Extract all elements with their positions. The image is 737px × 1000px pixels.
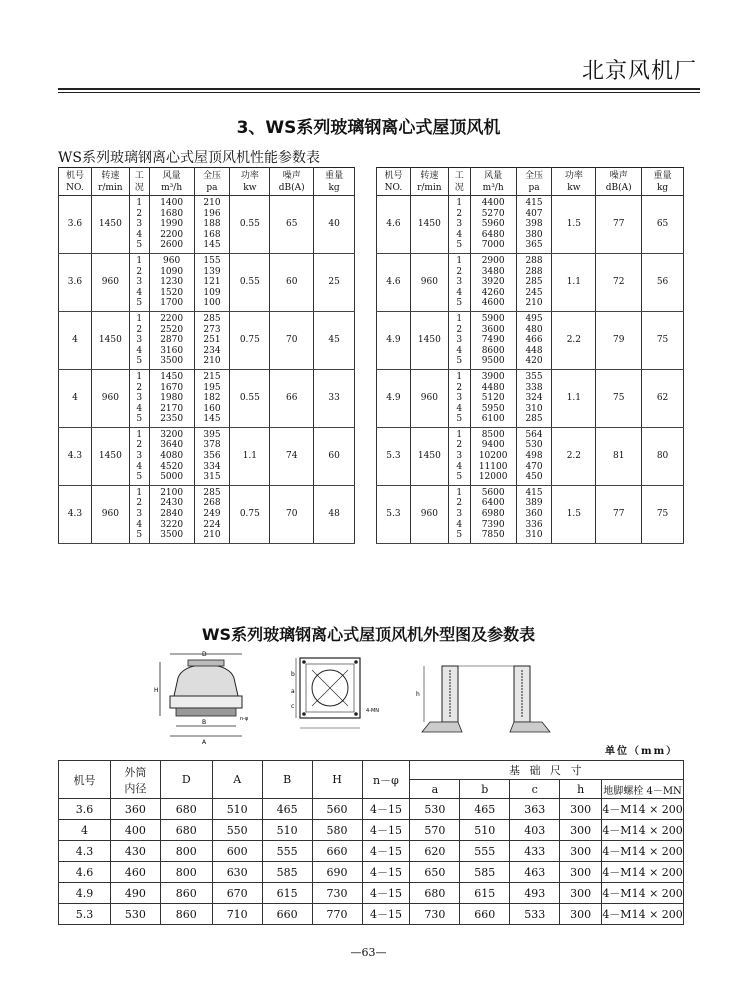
cell-no: 3.6 [59,253,92,311]
table-cell: 533 [510,904,560,925]
table-cell: 585 [262,862,312,883]
cell-condition: 1 2 3 4 5 [129,311,149,369]
perf-header-3: 风量 m³/h [470,168,516,196]
perf-header-0: 机号 NO. [377,168,411,196]
cell-rpm: 1450 [91,196,129,254]
table-cell: 585 [460,862,510,883]
table-cell: 730 [312,883,362,904]
cell-rpm: 960 [91,369,129,427]
table-row [59,841,684,862]
perf-header-1: 转速 r/min [410,168,448,196]
cell-noise: 77 [596,485,642,543]
table-cell: 690 [312,862,362,883]
table-cell: 630 [212,862,262,883]
cell-power: 2.2 [552,311,596,369]
table-cell: 4 [59,820,111,841]
table-row [59,253,355,311]
cell-flow: 8500 9400 10200 11100 12000 [470,427,516,485]
table-cell: 300 [560,883,602,904]
table-cell: 800 [160,841,212,862]
col-d: D [160,761,212,799]
table-cell: 660 [312,841,362,862]
perf-group [377,485,684,543]
table-cell: 730 [410,904,460,925]
cell-no: 4.3 [59,485,92,543]
table-cell: 680 [160,820,212,841]
table-cell: 670 [212,883,262,904]
table-cell: 4.6 [59,862,111,883]
cell-noise: 72 [596,253,642,311]
perf-group [59,485,355,543]
cell-weight: 40 [314,196,355,254]
perf-header-5: 功率 kw [230,168,270,196]
table-cell: 5.3 [59,904,111,925]
table-cell: 4－15 [362,841,410,862]
perf-header-3: 风量 m³/h [149,168,194,196]
cell-noise: 79 [596,311,642,369]
table-cell: 860 [160,883,212,904]
perf-group [59,196,355,254]
label-a: A [202,739,207,746]
section-title: 3、WS系列玻璃钢离心式屋顶风机 [236,118,501,138]
col-base-b: b [460,780,510,799]
col-h: H [312,761,362,799]
cell-flow: 5900 3600 7490 8600 9500 [470,311,516,369]
brand-name: 北京风机厂 [581,59,697,84]
table-cell: 4－15 [362,883,410,904]
col-nphi: n－φ [362,761,410,799]
table-cell: 300 [560,820,602,841]
perf-group [59,369,355,427]
table-cell: 530 [410,799,460,820]
cell-flow: 2900 3480 3920 4260 4600 [470,253,516,311]
table-cell: 510 [212,799,262,820]
cell-condition: 1 2 3 4 5 [448,427,470,485]
table-cell: 660 [262,904,312,925]
cell-pressure: 285 273 251 234 210 [194,311,230,369]
label-nphi: n-φ [240,716,249,722]
performance-table-right [376,167,684,544]
perf-header-7: 重量 kg [642,168,684,196]
cell-power: 1.1 [552,369,596,427]
table-row [59,820,684,841]
cell-condition: 1 2 3 4 5 [448,253,470,311]
perf-group [377,369,684,427]
cell-power: 1.1 [552,253,596,311]
cell-noise: 81 [596,427,642,485]
cell-flow: 3900 4480 5120 5950 6100 [470,369,516,427]
table-cell: 860 [160,904,212,925]
table-cell: 650 [410,862,460,883]
fan-elevation-diagram [152,648,262,748]
cell-rpm: 960 [410,253,448,311]
cell-pressure: 415 389 360 336 310 [516,485,552,543]
cell-noise: 75 [596,369,642,427]
table-row [377,311,684,369]
perf-group [377,253,684,311]
table-row [59,799,684,820]
cell-pressure: 415 407 398 380 365 [516,196,552,254]
cell-weight: 65 [642,196,684,254]
label-c-small: c [291,703,295,710]
cell-pressure: 288 288 285 245 210 [516,253,552,311]
table-cell: 360 [110,799,160,820]
cell-weight: 75 [642,311,684,369]
cell-pressure: 495 480 466 448 420 [516,311,552,369]
label-d: D [202,651,207,658]
cell-rpm: 960 [410,485,448,543]
cell-condition: 1 2 3 4 5 [129,485,149,543]
cell-pressure: 285 268 249 224 210 [194,485,230,543]
cell-flow: 1450 1670 1980 2170 2350 [149,369,194,427]
table-cell: 493 [510,883,560,904]
table-row [59,485,355,543]
cell-rpm: 960 [91,253,129,311]
table-row [59,862,684,883]
table-cell: 4.3 [59,841,111,862]
table-row [377,485,684,543]
perf-header-5: 功率 kw [552,168,596,196]
cell-no: 4.6 [377,196,411,254]
cell-noise: 66 [270,369,314,427]
cell-weight: 45 [314,311,355,369]
cell-no: 4.6 [377,253,411,311]
perf-group [377,196,684,254]
table-cell: 490 [110,883,160,904]
table-cell: 400 [110,820,160,841]
table-cell: 363 [510,799,560,820]
cell-power: 0.75 [230,311,270,369]
perf-group [377,311,684,369]
perf-header-2: 工 况 [448,168,470,196]
perf-header-2: 工 况 [129,168,149,196]
table-cell: 4－M14 × 200 [602,799,684,820]
label-b-small: b [291,671,295,678]
header-rule [58,88,700,90]
cell-weight: 56 [642,253,684,311]
table-cell: 300 [560,862,602,883]
table-cell: 4－M14 × 200 [602,820,684,841]
col-a: A [212,761,262,799]
perf-group [59,311,355,369]
table-cell: 620 [410,841,460,862]
cell-noise: 70 [270,485,314,543]
table-cell: 4－15 [362,799,410,820]
table-cell: 4－M14 × 200 [602,862,684,883]
cell-pressure: 564 530 498 470 450 [516,427,552,485]
table-row [377,427,684,485]
cell-weight: 48 [314,485,355,543]
table-row [59,883,684,904]
cell-rpm: 960 [91,485,129,543]
cell-pressure: 215 195 182 160 145 [194,369,230,427]
table-row [59,427,355,485]
cell-noise: 70 [270,311,314,369]
cell-rpm: 1450 [410,196,448,254]
col-bolt: 地脚螺栓 4－MN [602,780,684,799]
cell-no: 4.9 [377,369,411,427]
cell-condition: 1 2 3 4 5 [448,311,470,369]
page-number: —63— [350,946,387,959]
cell-flow: 2200 2520 2870 3160 3500 [149,311,194,369]
cell-rpm: 1450 [91,427,129,485]
cell-power: 1.1 [230,427,270,485]
cell-noise: 65 [270,196,314,254]
table-cell: 600 [212,841,262,862]
table-cell: 580 [312,820,362,841]
cell-noise: 77 [596,196,642,254]
unit-label: 单位（mm） [605,746,679,757]
cell-weight: 25 [314,253,355,311]
table-cell: 4－15 [362,862,410,883]
table-cell: 4－15 [362,904,410,925]
table-cell: 430 [110,841,160,862]
cell-condition: 1 2 3 4 5 [448,485,470,543]
table-cell: 3.6 [59,799,111,820]
cell-power: 0.55 [230,196,270,254]
cell-pressure: 210 196 188 168 145 [194,196,230,254]
cell-flow: 1400 1680 1990 2200 2600 [149,196,194,254]
cell-power: 0.75 [230,485,270,543]
perf-header-4: 全压 pa [194,168,230,196]
cell-no: 5.3 [377,485,411,543]
cell-condition: 1 2 3 4 5 [129,369,149,427]
cell-condition: 1 2 3 4 5 [448,196,470,254]
cell-no: 4.3 [59,427,92,485]
table-cell: 615 [262,883,312,904]
cell-condition: 1 2 3 4 5 [129,427,149,485]
cell-flow: 2100 2430 2840 3220 3500 [149,485,194,543]
cell-flow: 960 1090 1230 1520 1700 [149,253,194,311]
table-cell: 800 [160,862,212,883]
cell-no: 4 [59,311,92,369]
cell-power: 1.5 [552,196,596,254]
cell-condition: 1 2 3 4 5 [129,196,149,254]
table-cell: 510 [460,820,510,841]
table-cell: 530 [110,904,160,925]
outline-title: WS系列玻璃钢离心式屋顶风机外型图及参数表 [201,625,536,644]
cell-weight: 33 [314,369,355,427]
perf-group [59,253,355,311]
table-row [59,904,684,925]
cell-no: 4.9 [377,311,411,369]
table-subtitle: WS系列玻璃钢离心式屋顶风机性能参数表 [58,150,320,166]
perf-group [377,427,684,485]
cell-weight: 80 [642,427,684,485]
cell-weight: 75 [642,485,684,543]
perf-header-4: 全压 pa [516,168,552,196]
col-base-h: h [560,780,602,799]
table-cell: 680 [410,883,460,904]
table-cell: 555 [460,841,510,862]
perf-group [59,427,355,485]
header-rule-thin [58,92,700,93]
cell-weight: 62 [642,369,684,427]
cell-no: 4 [59,369,92,427]
table-cell: 300 [560,904,602,925]
cell-rpm: 1450 [410,311,448,369]
cell-power: 0.55 [230,253,270,311]
table-cell: 510 [262,820,312,841]
table-cell: 465 [460,799,510,820]
table-cell: 555 [262,841,312,862]
cell-rpm: 1450 [410,427,448,485]
label-a-small: a [291,688,295,695]
table-row [377,196,684,254]
table-cell: 465 [262,799,312,820]
col-b: B [262,761,312,799]
label-bolt: 4-MN [366,708,380,714]
perf-header-7: 重量 kg [314,168,355,196]
foundation-section-diagram [412,648,562,748]
cell-weight: 60 [314,427,355,485]
col-base-c: c [510,780,560,799]
cell-power: 0.55 [230,369,270,427]
cell-noise: 74 [270,427,314,485]
cell-pressure: 355 338 324 310 285 [516,369,552,427]
cell-power: 2.2 [552,427,596,485]
cell-flow: 4400 5270 5960 6480 7000 [470,196,516,254]
performance-table-left [58,167,355,544]
dimensions-table [58,760,684,925]
table-cell: 615 [460,883,510,904]
cell-pressure: 155 139 121 109 100 [194,253,230,311]
label-h: H [154,687,159,694]
col-base-dimensions: 基 础 尺 寸 [410,761,684,780]
table-cell: 560 [312,799,362,820]
perf-header-6: 噪声 dB(A) [596,168,642,196]
cell-power: 1.5 [552,485,596,543]
table-cell: 4－15 [362,820,410,841]
cell-flow: 3200 3640 4080 4520 5000 [149,427,194,485]
cell-flow: 5600 6400 6980 7390 7850 [470,485,516,543]
cell-rpm: 1450 [91,311,129,369]
cell-pressure: 395 378 356 334 315 [194,427,230,485]
table-row [377,369,684,427]
table-cell: 300 [560,799,602,820]
table-cell: 463 [510,862,560,883]
label-h-small: h [416,691,420,698]
table-row [377,253,684,311]
cell-noise: 60 [270,253,314,311]
cell-condition: 1 2 3 4 5 [129,253,149,311]
col-no: 机号 [59,761,111,799]
table-row [59,311,355,369]
cell-no: 3.6 [59,196,92,254]
cell-no: 5.3 [377,427,411,485]
table-cell: 4.9 [59,883,111,904]
table-cell: 550 [212,820,262,841]
cell-rpm: 960 [410,369,448,427]
col-inner-diameter: 外筒 内径 [110,761,160,799]
perf-header-0: 机号 NO. [59,168,92,196]
col-base-a: a [410,780,460,799]
table-cell: 710 [212,904,262,925]
label-b: B [202,719,207,726]
perf-header-1: 转速 r/min [91,168,129,196]
table-cell: 4－M14 × 200 [602,904,684,925]
table-cell: 460 [110,862,160,883]
table-cell: 680 [160,799,212,820]
table-cell: 403 [510,820,560,841]
cell-condition: 1 2 3 4 5 [448,369,470,427]
table-cell: 4－M14 × 200 [602,883,684,904]
table-row [59,369,355,427]
table-cell: 660 [460,904,510,925]
table-cell: 4－M14 × 200 [602,841,684,862]
fan-plan-diagram [286,648,386,748]
perf-header-6: 噪声 dB(A) [270,168,314,196]
table-cell: 570 [410,820,460,841]
table-cell: 770 [312,904,362,925]
table-row [59,196,355,254]
table-cell: 300 [560,841,602,862]
table-cell: 433 [510,841,560,862]
